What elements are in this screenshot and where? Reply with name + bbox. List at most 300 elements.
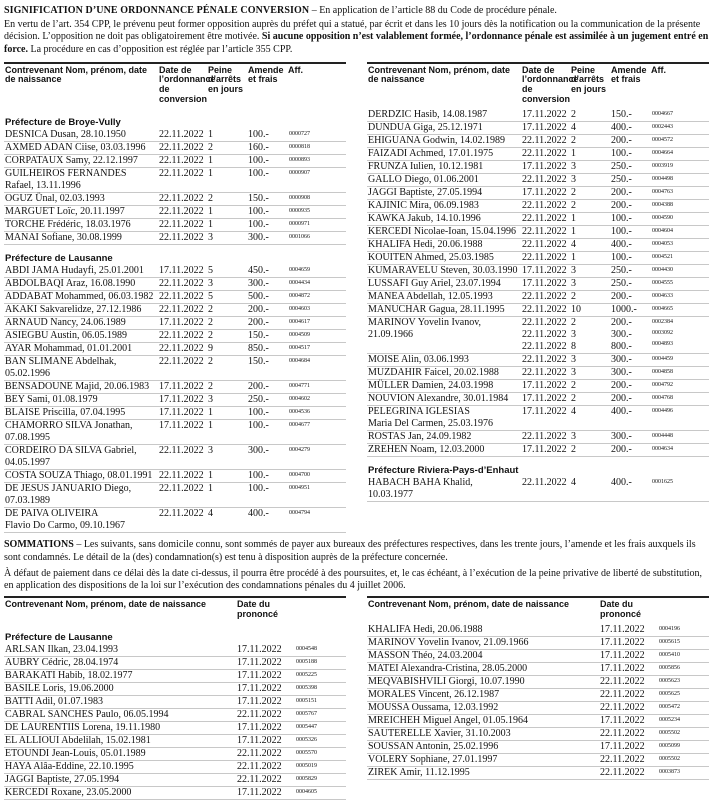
cell-aff: 0005188: [294, 656, 346, 669]
cell-amende: 100.-: [247, 129, 287, 142]
cell-date: 22.11.2022 22.11.2022 22.11.2022: [521, 316, 570, 353]
header-name: Contrevenant Nom, prénom, date de naissance: [5, 599, 207, 610]
cell-amende: 400.-: [247, 508, 287, 533]
cell-name: NOUVION Alexandre, 30.01.1984: [367, 392, 521, 405]
cell-aff: 0005472: [657, 701, 709, 714]
section2-left-column: [4, 596, 346, 800]
cell-aff: 0005502: [657, 753, 709, 766]
cell-date: 17.11.2022: [599, 649, 657, 662]
table-header: [367, 64, 709, 109]
cell-name: MARGUET Loïc, 20.11.1997: [4, 206, 158, 219]
header-date: Date de l’ordonnance de conversion: [522, 64, 579, 104]
cell-aff: 0004459: [650, 353, 709, 366]
cell-date: 22.11.2022: [521, 225, 570, 238]
cell-aff: 0002443: [650, 121, 709, 134]
cell-name: MUZDAHIR Faicel, 20.02.1988: [367, 366, 521, 379]
cell-amende: 250.-: [610, 173, 650, 186]
cell-peine: 4: [570, 405, 610, 430]
cell-date: 22.11.2022: [599, 688, 657, 701]
table-row: [367, 701, 709, 714]
cell-peine: 1: [207, 129, 247, 142]
cell-amende: 150.-: [610, 109, 650, 122]
table-row: [4, 129, 346, 142]
table-row: [367, 173, 709, 186]
table-row: [4, 265, 346, 278]
cell-date: 22.11.2022: [599, 727, 657, 740]
cell-peine: 1: [207, 206, 247, 219]
cell-date: 17.11.2022: [599, 636, 657, 649]
cell-amende: 150.-: [247, 193, 287, 206]
cell-amende: 300.-: [247, 232, 287, 245]
table-row: [367, 624, 709, 637]
cell-aff: 0004792: [650, 379, 709, 392]
table-row: [4, 747, 346, 760]
section1-left-body: [4, 109, 346, 533]
cell-aff: 0004498: [650, 173, 709, 186]
cell-name: BATTI Adil, 01.07.1983: [4, 695, 236, 708]
cell-amende: 200.-: [610, 199, 650, 212]
section1-right-column: [367, 62, 709, 534]
table-row: [4, 682, 346, 695]
cell-name: MOUSSA Oussama, 12.03.1992: [367, 701, 599, 714]
cell-peine: 1: [207, 168, 247, 193]
table-row: [367, 121, 709, 134]
cell-aff: 0004448: [650, 430, 709, 443]
cell-name: DE JESUS JANUARIO Diego, 07.03.1989: [4, 483, 158, 508]
cell-peine: 2: [207, 193, 247, 206]
cell-peine: 1: [207, 155, 247, 168]
cell-peine: 2: [570, 443, 610, 456]
cell-name: MARINOV Yovelin Ivanov, 21.09.1966: [367, 636, 599, 649]
section1-paragraph-a: En vertu de l’art. 354 CPP, le prévenu peut former opposition auprès du préfet qui a statué, par écrit et dans les 10 jours dès la notification ou la communication de la présente décision. L’opposition ne doit pas obligatoirement être motivée.: [4, 19, 701, 43]
cell-name: ZREHEN Noam, 12.03.2000: [367, 443, 521, 456]
cell-date: 22.11.2022: [158, 278, 207, 291]
table-row: [367, 688, 709, 701]
cell-aff: 0004768: [650, 392, 709, 405]
cell-peine: 5: [207, 265, 247, 278]
cell-peine: 3: [207, 278, 247, 291]
cell-aff: 0001625: [650, 477, 709, 502]
cell-peine: 3: [570, 160, 610, 173]
cell-name: ABDI JAMA Hudayfi, 25.01.2001: [4, 265, 158, 278]
table-row: [367, 714, 709, 727]
cell-peine: 2: [207, 330, 247, 343]
cell-peine: 3: [570, 277, 610, 290]
cell-peine: 4: [570, 238, 610, 251]
cell-name: MANUCHAR Gagua, 28.11.1995: [367, 303, 521, 316]
section1-paragraph-b: La procédure en cas d’opposition est réglée par l’article 355 CPP.: [27, 43, 293, 55]
cell-aff: 0005099: [657, 740, 709, 753]
cell-amende: 200.-: [247, 317, 287, 330]
cell-date: 22.11.2022: [158, 232, 207, 245]
cell-aff: 0005019: [294, 760, 346, 773]
cell-amende: 100.-: [247, 155, 287, 168]
cell-name: BEY Sami, 01.08.1979: [4, 394, 158, 407]
cell-aff: 0004951: [287, 483, 346, 508]
table-row: [367, 740, 709, 753]
cell-date: 22.11.2022: [158, 168, 207, 193]
header-spacer: [294, 598, 346, 623]
section2-right-body: [367, 624, 709, 780]
section2-right-table: [367, 598, 709, 779]
cell-date: 17.11.2022: [158, 265, 207, 278]
cell-date: 22.11.2022: [521, 430, 570, 443]
cell-peine: 3: [207, 232, 247, 245]
cell-aff: 0000893: [287, 155, 346, 168]
cell-name: HABACH BAHA Khalid, 10.03.1977: [367, 477, 521, 502]
cell-aff: 0005447: [294, 721, 346, 734]
cell-name: EL ALLIOUI Abdelilah, 15.02.1981: [4, 734, 236, 747]
cell-name: MANEA Abdellah, 12.05.1993: [367, 290, 521, 303]
cell-amende: 450.-: [247, 265, 287, 278]
cell-date: 22.11.2022: [521, 212, 570, 225]
cell-name: ABDOLBAQI Araz, 16.08.1990: [4, 278, 158, 291]
table-header: [4, 64, 346, 109]
cell-aff: 0005829: [294, 773, 346, 786]
cell-amende: 300.-: [247, 278, 287, 291]
cell-amende: 200.-: [247, 304, 287, 317]
cell-peine: 2: [570, 186, 610, 199]
cell-date: 17.11.2022: [521, 392, 570, 405]
cell-date: 22.11.2022: [521, 251, 570, 264]
cell-name: KHALIFA Hedi, 20.06.1988: [367, 624, 599, 637]
cell-aff: 0004196: [657, 624, 709, 637]
table-row: [4, 330, 346, 343]
cell-name: OGUZ Ünal, 02.03.1993: [4, 193, 158, 206]
cell-date: 17.11.2022: [236, 721, 294, 734]
cell-date: 22.11.2022: [521, 134, 570, 147]
cell-peine: 3: [207, 445, 247, 470]
table-row: [4, 219, 346, 232]
table-header: [367, 598, 709, 623]
cell-aff: 0001066: [287, 232, 346, 245]
cell-amende: 500.-: [247, 291, 287, 304]
table-row: [367, 186, 709, 199]
cell-name: KAWKA Jakub, 14.10.1996: [367, 212, 521, 225]
cell-date: 17.11.2022: [158, 381, 207, 394]
cell-peine: 10: [570, 303, 610, 316]
table-row: [4, 381, 346, 394]
table-row: [4, 445, 346, 470]
cell-name: CABRAL SANCHES Paulo, 06.05.1994: [4, 708, 236, 721]
cell-aff: 0005326: [294, 734, 346, 747]
cell-amende: 100.-: [247, 219, 287, 232]
cell-name: BARAKATI Habib, 18.02.1977: [4, 669, 236, 682]
header-aff: Aff.: [288, 64, 303, 75]
cell-amende: 200.-: [610, 443, 650, 456]
cell-date: 22.11.2022: [521, 366, 570, 379]
cell-peine: 4: [570, 477, 610, 502]
table-row: [367, 430, 709, 443]
cell-date: 22.11.2022: [158, 330, 207, 343]
table-row: [4, 142, 346, 155]
cell-name: MEQVABISHVILI Giorgi, 10.07.1990: [367, 675, 599, 688]
cell-amende: 250.-: [247, 394, 287, 407]
table-row: [367, 405, 709, 430]
cell-amende: 100.-: [247, 420, 287, 445]
cell-date: 22.11.2022: [158, 445, 207, 470]
cell-date: 22.11.2022: [599, 753, 657, 766]
cell-date: 22.11.2022: [158, 304, 207, 317]
table-row: [367, 109, 709, 122]
cell-aff: 0004677: [287, 420, 346, 445]
prefecture-name: Préfecture Riviera-Pays-d’Enhaut: [368, 464, 519, 476]
table-row: [367, 477, 709, 502]
cell-peine: 4: [207, 508, 247, 533]
cell-aff: 0004430: [650, 264, 709, 277]
cell-amende: 400.-: [610, 121, 650, 134]
cell-amende: 200.-: [610, 392, 650, 405]
cell-peine: 2: [207, 381, 247, 394]
header-date: Date de l’ordonnance de conversion: [159, 64, 216, 104]
cell-peine: 1: [570, 251, 610, 264]
cell-peine: 3: [570, 430, 610, 443]
cell-name: VOLERY Sophiane, 27.01.1997: [367, 753, 599, 766]
cell-peine: 1: [570, 212, 610, 225]
cell-aff: 0004665: [650, 303, 709, 316]
cell-amende: 100.-: [247, 168, 287, 193]
cell-amende: 300.-: [610, 366, 650, 379]
prefecture-heading: [4, 624, 346, 644]
cell-aff: 0004763: [650, 186, 709, 199]
cell-peine: 2: [207, 304, 247, 317]
cell-name: KHALIFA Hedi, 20.06.1988: [367, 238, 521, 251]
cell-name: DERDZIC Hasib, 14.08.1987: [367, 109, 521, 122]
cell-date: 22.11.2022: [158, 206, 207, 219]
cell-name: GUILHEIROS FERNANDES Rafael, 13.11.1996: [4, 168, 158, 193]
table-row: [4, 155, 346, 168]
table-row: [4, 656, 346, 669]
cell-aff: 0000971: [287, 219, 346, 232]
cell-name: ARNAUD Nancy, 24.06.1989: [4, 317, 158, 330]
cell-peine: 3: [570, 264, 610, 277]
cell-date: 17.11.2022: [236, 695, 294, 708]
cell-date: 22.11.2022: [521, 199, 570, 212]
cell-amende: 400.-: [610, 405, 650, 430]
cell-aff: 0004664: [650, 147, 709, 160]
cell-name: BASILE Loris, 19.06.2000: [4, 682, 236, 695]
cell-name: ASIEGBU Austin, 06.05.1989: [4, 330, 158, 343]
section1-left-column: [4, 62, 346, 534]
cell-peine: 2: [207, 356, 247, 381]
cell-peine: 2: [207, 142, 247, 155]
cell-name: DE LAURENTIIS Lorena, 19.11.1980: [4, 721, 236, 734]
cell-aff: 0003873: [657, 766, 709, 779]
table-row: [4, 695, 346, 708]
cell-name: MORALES Vincent, 26.12.1987: [367, 688, 599, 701]
cell-date: 17.11.2022: [521, 186, 570, 199]
cell-name: FRUNZA Iulien, 10.12.1981: [367, 160, 521, 173]
table-row: [367, 290, 709, 303]
cell-date: 17.11.2022: [521, 109, 570, 122]
cell-date: 17.11.2022: [599, 740, 657, 753]
cell-name: KAJINIC Mira, 06.09.1983: [367, 199, 521, 212]
cell-peine: 3: [207, 394, 247, 407]
table-row: [4, 232, 346, 245]
cell-peine: 5: [207, 291, 247, 304]
section1-right-table: [367, 64, 709, 502]
cell-name: GALLO Diego, 01.06.2001: [367, 173, 521, 186]
cell-name: AKAKI Sakvarelidze, 27.12.1986: [4, 304, 158, 317]
cell-name: MOISE Alin, 03.06.1993: [367, 353, 521, 366]
table-row: [367, 443, 709, 456]
cell-aff: 0004434: [287, 278, 346, 291]
header-date: Date du prononcé: [600, 599, 642, 619]
table-row: [4, 508, 346, 533]
cell-amende: 100.-: [610, 225, 650, 238]
table-row: [367, 160, 709, 173]
cell-date: 22.11.2022: [236, 773, 294, 786]
cell-name: ZIREK Amir, 11.12.1995: [367, 766, 599, 779]
cell-aff: 0004279: [287, 445, 346, 470]
cell-name: FAIZADI Achmed, 17.01.1975: [367, 147, 521, 160]
header-amende: Amende et frais: [248, 64, 284, 85]
table-row: [4, 407, 346, 420]
table-row: [4, 420, 346, 445]
cell-amende: 160.-: [247, 142, 287, 155]
cell-amende: 250.-: [610, 160, 650, 173]
cell-peine: 1: [207, 483, 247, 508]
cell-date: 22.11.2022: [158, 129, 207, 142]
table-row: [367, 753, 709, 766]
cell-aff: 0005151: [294, 695, 346, 708]
section1-right-body: [367, 109, 709, 502]
table-row: [367, 264, 709, 277]
cell-aff: 0004603: [287, 304, 346, 317]
cell-name: AXMED ADAN Ciise, 03.03.1996: [4, 142, 158, 155]
cell-name: LUSSAFI Guy Ariel, 23.07.1994: [367, 277, 521, 290]
cell-date: 17.11.2022: [521, 405, 570, 430]
prefecture-name: Préfecture de Broye-Vully: [5, 116, 121, 128]
cell-peine: 1: [207, 407, 247, 420]
cell-name: MÜLLER Damien, 24.03.1998: [367, 379, 521, 392]
cell-amende: 250.-: [610, 277, 650, 290]
table-row: [4, 773, 346, 786]
cell-date: 17.11.2022: [236, 644, 294, 657]
cell-amende: 100.-: [610, 147, 650, 160]
cell-amende: 100.-: [247, 407, 287, 420]
section1-columns: [4, 62, 709, 534]
cell-date: 22.11.2022: [158, 142, 207, 155]
table-header: [4, 598, 346, 623]
table-row: [4, 206, 346, 219]
cell-aff: 0004659: [287, 265, 346, 278]
table-row: [4, 394, 346, 407]
cell-name: KERCEDI Nicolae-Ioan, 15.04.1996: [367, 225, 521, 238]
table-row: [4, 343, 346, 356]
cell-amende: 400.-: [610, 238, 650, 251]
table-row: [4, 786, 346, 799]
cell-name: DUNDUA Giga, 25.12.1971: [367, 121, 521, 134]
cell-date: 17.11.2022: [236, 669, 294, 682]
cell-peine: 2: [570, 134, 610, 147]
cell-peine: 3: [570, 353, 610, 366]
cell-aff: 0005570: [294, 747, 346, 760]
cell-date: 17.11.2022: [158, 394, 207, 407]
table-row: [367, 392, 709, 405]
cell-date: 17.11.2022: [599, 624, 657, 637]
cell-date: 17.11.2022: [158, 317, 207, 330]
table-row: [367, 316, 709, 353]
cell-peine: 1: [207, 470, 247, 483]
table-row: [367, 147, 709, 160]
cell-amende: 200.- 300.- 800.-: [610, 316, 650, 353]
cell-amende: 300.-: [610, 353, 650, 366]
cell-name: CORDEIRO DA SILVA Gabriel, 04.05.1997: [4, 445, 158, 470]
cell-name: AYAR Mohammad, 01.01.2001: [4, 343, 158, 356]
cell-peine: 3: [570, 366, 610, 379]
cell-aff: 0003919: [650, 160, 709, 173]
cell-peine: 9: [207, 343, 247, 356]
cell-aff: 0004590: [650, 212, 709, 225]
cell-date: 22.11.2022: [236, 708, 294, 721]
cell-aff: 0004858: [650, 366, 709, 379]
table-row: [4, 721, 346, 734]
cell-name: CHAMORRO SILVA Jonathan, 07.08.1995: [4, 420, 158, 445]
cell-name: SAUTERELLE Xavier, 31.10.2003: [367, 727, 599, 740]
prefecture-heading: [367, 456, 709, 477]
cell-amende: 150.-: [247, 356, 287, 381]
cell-name: AUBRY Cédric, 28.04.1974: [4, 656, 236, 669]
cell-date: 17.11.2022: [599, 714, 657, 727]
cell-peine: 4: [570, 121, 610, 134]
cell-date: 17.11.2022: [236, 682, 294, 695]
cell-aff: 0004794: [287, 508, 346, 533]
cell-name: DESNICA Dusan, 28.10.1950: [4, 129, 158, 142]
cell-name: ETOUNDI Jean-Louis, 05.01.1989: [4, 747, 236, 760]
cell-date: 22.11.2022: [521, 173, 570, 186]
cell-name: ROSTAS Jan, 24.09.1982: [367, 430, 521, 443]
cell-aff: 0004872: [287, 291, 346, 304]
cell-name: BAN SLIMANE Abdelhak, 05.02.1996: [4, 356, 158, 381]
cell-amende: 250.-: [610, 264, 650, 277]
cell-date: 17.11.2022: [521, 121, 570, 134]
cell-date: 22.11.2022: [158, 508, 207, 533]
cell-aff: 0004521: [650, 251, 709, 264]
cell-name: TORCHE Frédéric, 18.03.1976: [4, 219, 158, 232]
cell-name: KERCEDI Roxane, 23.05.2000: [4, 786, 236, 799]
cell-name: KUMARAVELU Steven, 30.03.1990: [367, 264, 521, 277]
cell-peine: 2: [207, 317, 247, 330]
cell-amende: 200.-: [610, 134, 650, 147]
table-row: [4, 291, 346, 304]
section2-columns: [4, 596, 709, 800]
cell-aff: 0004684: [287, 356, 346, 381]
cell-name: JAGGI Baptiste, 27.05.1994: [4, 773, 236, 786]
cell-date: 22.11.2022: [158, 219, 207, 232]
cell-name: PELEGRINA IGLESIAS Maria Del Carmen, 25.03.1976: [367, 405, 521, 430]
cell-aff: 0005615: [657, 636, 709, 649]
cell-date: 22.11.2022: [521, 238, 570, 251]
cell-date: 22.11.2022: [158, 483, 207, 508]
cell-amende: 100.-: [610, 212, 650, 225]
cell-aff: 0004604: [650, 225, 709, 238]
cell-amende: 100.-: [610, 251, 650, 264]
table-row: [367, 636, 709, 649]
cell-name: MASSON Théo, 24.03.2004: [367, 649, 599, 662]
cell-date: 17.11.2022: [236, 786, 294, 799]
cell-aff: 0004572: [650, 134, 709, 147]
cell-aff: 0004517: [287, 343, 346, 356]
table-row: [367, 379, 709, 392]
prefecture-heading: [4, 245, 346, 266]
cell-name: DE PAIVA OLIVEIRA Flavio Do Carmo, 09.10.1967: [4, 508, 158, 533]
cell-aff: 0005225: [294, 669, 346, 682]
cell-name: MANAI Sofiane, 30.08.1999: [4, 232, 158, 245]
table-row: [4, 669, 346, 682]
cell-peine: 1: [570, 147, 610, 160]
cell-aff: 0004667: [650, 109, 709, 122]
